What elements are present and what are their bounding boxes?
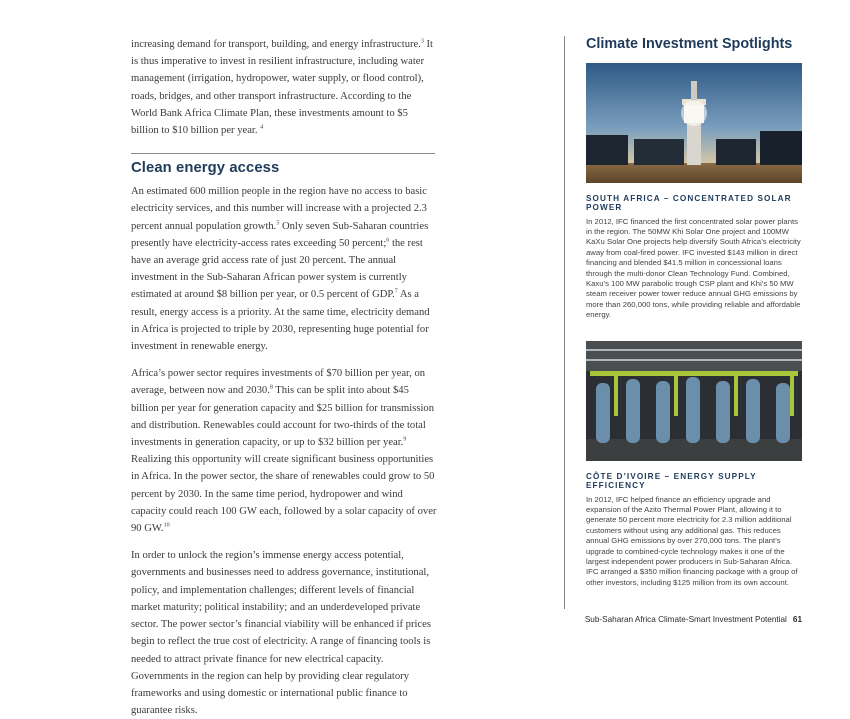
section-rule bbox=[131, 153, 435, 154]
spotlight-2-heading: CÔTE D’IVOIRE – ENERGY SUPPLY EFFICIENCY bbox=[586, 471, 757, 490]
footnote-ref: 5 bbox=[276, 220, 280, 227]
intro-paragraph: increasing demand for transport, building, and energy infrastructure.$^3$ It is thus imperative to invest in resilient infrastructure, including water management (irrigation, hydropower, water supply, or flood control), roads, bridges, and other transport infrastructure. According to the World Bank Africa Climate Plan, these investments amount to $5 billion to $10 billion per year. $^4$ bbox=[131, 38, 433, 137]
main-column bbox=[131, 36, 437, 719]
column-divider bbox=[564, 36, 565, 609]
spotlight-1-text: In 2012, IFC financed the first concentrated solar power plants in the region. The 50MW Khi Solar One project and 100MW KaXu Solar One projects help diversify South Africa’s electricity away from coal-fired power. IFC invested $143 million in direct financing and blended $41.5 million in concessional loans through the multi-donor Clean Technology Fund. Combined, Kaxu’s 100 MW parabolic trough CSP plant and Khi’s 50 MW steam receiver power tower reduce annual GHG emissions by more than 260,000 tons, while providing reliable and affordable energy. bbox=[586, 216, 801, 320]
spotlight-1-heading: SOUTH AFRICA – CONCENTRATED SOLAR POWER bbox=[586, 193, 792, 212]
body-paragraph-2: Africa’s power sector requires investments of $70 billion per year, on average, between now and 2030.$^8$ This can be split into about $45 billion per year for generation capacity and $25 billion for transmission and distribution. Renewables could account for two-thirds of the total investments in generation capacity, or up to $32 billion per year.$^9$ Realizing this opportunity will create significant business opportunities in Africa. In the power sector, the share of renewables could grow to 50 percent by 2030. In the same time period, hydropower and wind capacity could reach 100 GW each, followed by a solar capacity of over 90 GW.$^{10}$ bbox=[131, 368, 437, 535]
footnote-ref: 4 bbox=[260, 124, 264, 131]
solar-plant-photo bbox=[586, 63, 802, 183]
footnote-ref: 6 bbox=[386, 237, 390, 244]
footnote-ref: 7 bbox=[394, 288, 398, 295]
body-paragraph-3: In order to unlock the region’s immense energy access potential, governments and businesses need to address governance, institutional, policy, and implementation challenges; different levels of financial market maturity; political instability; and an underdeveloped private sector. The power sector’s financial viability will be enhanced if prices begin to reflect the true cost of electricity. A range of financing tools is needed to attract private finance for new electrical capacity. Governments in the region can help by providing clear regulatory frameworks and using domestic or international public finance to guarantee risks. bbox=[131, 550, 431, 717]
sidebar-title: Climate Investment Spotlights bbox=[586, 36, 793, 52]
body-paragraph-1: An estimated 600 million people in the region have no access to basic electricity services, and this number will increase with a projected 2.3 percent annual population growth.$^5$ Only seven Sub-Saharan countries presently have electricity-access rates exceeding 50 percent;$^6$ the rest have an average grid access rate of just 20 percent. The annual investment in the Sub-Saharan African power system is currently estimated at around $8 billion per year, or 0.5 percent of GDP.$^7$ As a result, energy access is a priority. At the same time, electricity demand in Africa is projected to triple by 2030, representing huge potential for investment in renewable energy. bbox=[131, 186, 430, 353]
thermal-plant-photo bbox=[586, 341, 802, 461]
footnote-ref: 3 bbox=[420, 38, 424, 45]
section-heading: Clean energy access bbox=[131, 160, 280, 177]
footnote-ref: 9 bbox=[403, 436, 407, 443]
footnote-ref: 10 bbox=[163, 522, 170, 529]
page-footer bbox=[585, 615, 802, 624]
sidebar bbox=[586, 34, 802, 588]
running-title: Sub-Saharan Africa Climate-Smart Investment Potential bbox=[584, 615, 787, 624]
page-number: 61 bbox=[792, 615, 802, 624]
footnote-ref: 8 bbox=[269, 384, 273, 391]
spotlight-2-text: In 2012, IFC helped finance an efficiency upgrade and expansion of the Azito Thermal Power Plant, allowing it to generate 50 percent more electricity for 2.3 million additional customers without using any additional gas. This reduces annual GHG emissions by over 270,000 tons. The plant’s upgrade to combined-cycle technology makes it one of the largest independent power producers in Sub-Saharan Africa. IFC arranged a $350 million financing package with a group of other investors, including $125 million from its own account. bbox=[586, 494, 798, 587]
